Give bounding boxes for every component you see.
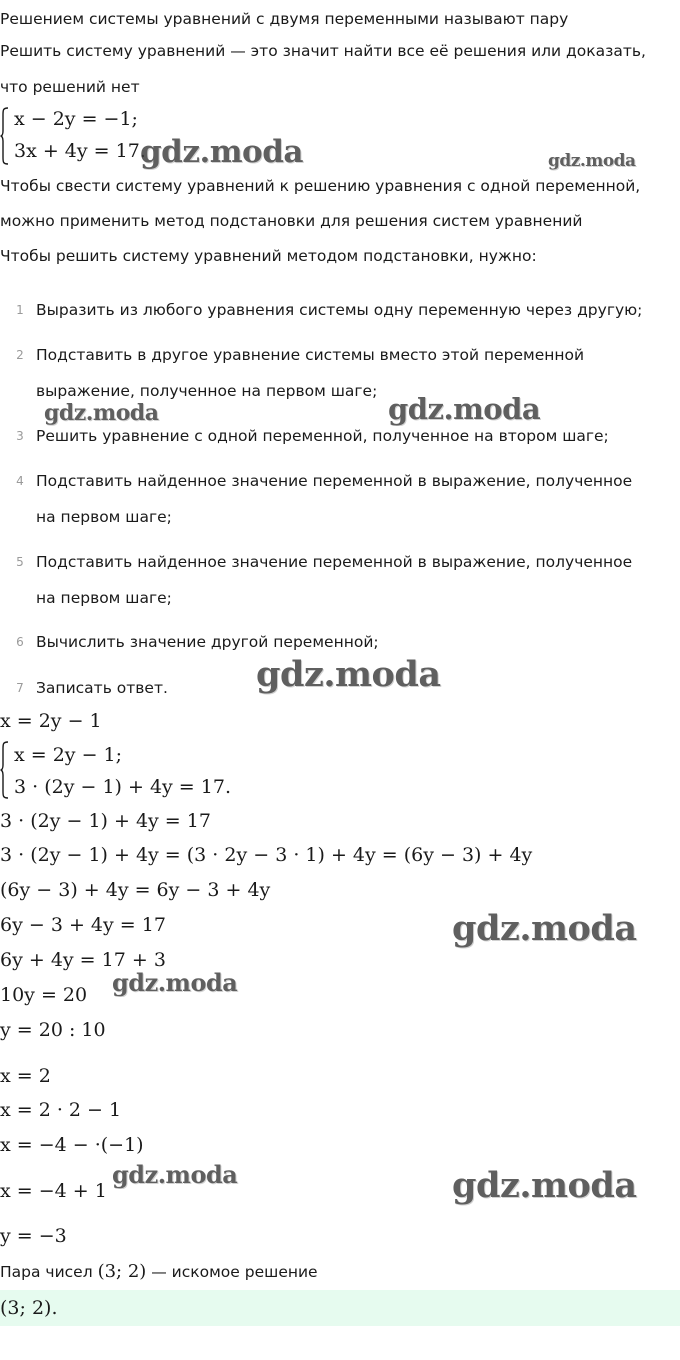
solution-line: 3 · (2y − 1) + 4y = (3 · 2y − 3 · 1) + 4y = (6y − 3) + 4y	[0, 844, 533, 866]
watermark: gdz.moda	[256, 654, 441, 695]
watermark: gdz.moda	[452, 908, 637, 949]
method-line-1: Чтобы свести систему уравнений к решению уравнения с одной переменной,	[0, 177, 641, 195]
list-item: Подставить найденное значение переменной в выражение, полученное	[36, 553, 633, 571]
watermark: gdz.moda	[112, 968, 238, 997]
step-number: 5	[16, 555, 24, 569]
solution-line: 3 · (2y − 1) + 4y = 17	[0, 810, 211, 832]
watermark: gdz.moda	[452, 1165, 637, 1206]
intro-line-2: Решить систему уравнений — это значит найти все её решения или доказать,	[0, 42, 646, 60]
list-item: Записать ответ.	[36, 679, 168, 697]
conclusion	[0, 1262, 318, 1282]
system1-eq2: 3x + 4y = 17.	[14, 140, 146, 162]
solution-line: 6y + 4y = 17 + 3	[0, 949, 166, 971]
watermark: gdz.moda	[112, 1160, 238, 1189]
conclusion-prefix: Пара чисел	[0, 1263, 93, 1281]
watermark: gdz.moda	[44, 400, 159, 426]
list-item-continuation: выражение, полученное на первом шаге;	[36, 382, 378, 400]
list-item-continuation: на первом шаге;	[36, 508, 172, 526]
list-item: Решить уравнение с одной переменной, полученное на втором шаге;	[36, 427, 609, 445]
system2-eq1: x = 2y − 1;	[14, 744, 123, 766]
system2-eq2: 3 · (2y − 1) + 4y = 17.	[14, 776, 231, 798]
step-number: 3	[16, 429, 24, 443]
list-item: Подставить найденное значение переменной в выражение, полученное	[36, 472, 633, 490]
answer-box	[0, 1290, 680, 1326]
intro-line-3: что решений нет	[0, 78, 140, 96]
list-item: Вычислить значение другой переменной;	[36, 633, 379, 651]
solution-line: y = 20 : 10	[0, 1019, 106, 1041]
conclusion-suffix: — искомое решение	[151, 1263, 318, 1281]
list-item-continuation: на первом шаге;	[36, 589, 172, 607]
watermark: gdz.moda	[140, 134, 303, 170]
solution-line: x = 2	[0, 1065, 51, 1087]
list-item: Подставить в другое уравнение системы вместо этой переменной	[36, 346, 585, 364]
step-number: 4	[16, 474, 24, 488]
method-line-3: Чтобы решить систему уравнений методом подстановки, нужно:	[0, 247, 537, 265]
solution-line: x = 2 · 2 − 1	[0, 1099, 122, 1121]
list-item: Выразить из любого уравнения системы одну переменную через другую;	[36, 301, 643, 319]
step-number: 1	[16, 303, 24, 317]
step-number: 7	[16, 681, 24, 695]
watermark: gdz.moda	[388, 392, 541, 426]
intro-line-1: Решением системы уравнений с двумя переменными называют пару	[0, 10, 569, 28]
solution-line: x = −4 + 1	[0, 1180, 107, 1202]
solution-line: 6y − 3 + 4y = 17	[0, 914, 166, 936]
solution-line: x = −4 − ·(−1)	[0, 1134, 144, 1156]
conclusion-pair: (3; 2)	[97, 1261, 147, 1282]
express-x: x = 2y − 1	[0, 710, 102, 732]
solution-line: 10y = 20	[0, 984, 88, 1006]
answer-text: (3; 2).	[0, 1297, 58, 1319]
system-brace	[0, 107, 9, 165]
watermark: gdz.moda	[548, 151, 636, 171]
step-number: 6	[16, 635, 24, 649]
solution-line: (6y − 3) + 4y = 6y − 3 + 4y	[0, 879, 271, 901]
step-number: 2	[16, 348, 24, 362]
system1-eq1: x − 2y = −1;	[14, 108, 138, 130]
system-brace	[0, 741, 9, 799]
method-line-2: можно применить метод подстановки для решения систем уравнений	[0, 212, 583, 230]
solution-line: y = −3	[0, 1225, 67, 1247]
